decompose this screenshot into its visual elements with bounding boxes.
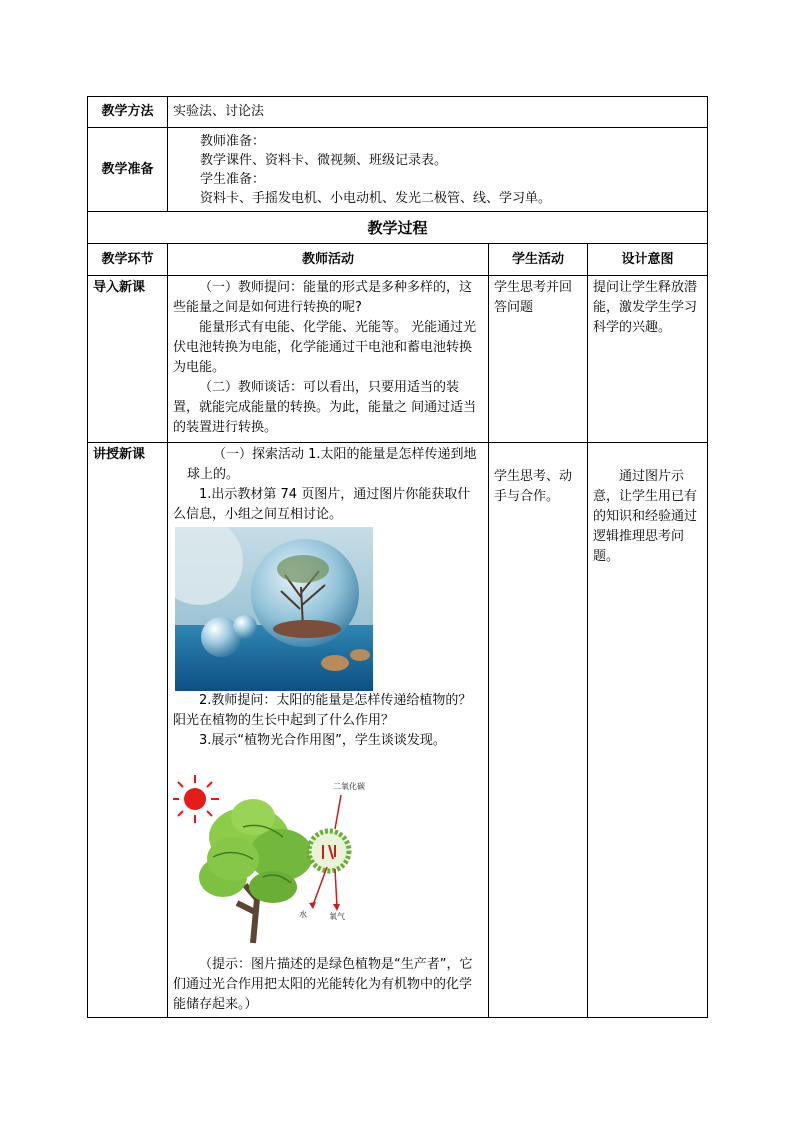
prep-line: 教师准备： — [200, 133, 266, 149]
photosynthesis-diagram — [173, 767, 369, 949]
header-student: 学生活动 — [489, 244, 588, 276]
method-row — [88, 97, 708, 128]
header-stage: 教学环节 — [88, 244, 168, 276]
tree-icon — [199, 799, 313, 943]
intro-para: （二）教师谈话：可以看出，只要用适当的装置，就能完成能量的转换。为此，能量之 间通过适当的装置进行转换。 — [173, 380, 477, 435]
intro-para: （一）教师提问：能量的形式是多种多样的，这些能量之间是如何进行转换的呢? — [173, 280, 473, 315]
co2-label: 二氧化碳 — [333, 782, 365, 791]
header-teacher: 教师活动 — [168, 244, 489, 276]
intro-para: 能量形式有电能、化学能、光能等。 光能通过光伏电池转换为电能，化学能通过干电池和蓄电池转换为电能。 — [173, 320, 477, 375]
teach-para: （提示：图片描述的是绿色植物是“生产者”，它们通过光合作用把太阳的光能转化为有机物中的化学能储存起来。） — [173, 957, 473, 1012]
intro-student: 学生思考并回答问题 — [489, 276, 588, 443]
teach-para: 2.教师提问：太阳的能量是怎样传递给植物的？阳光在植物的生长中起到了什么作用？ — [173, 693, 472, 728]
water-label: 水 — [299, 910, 307, 919]
teach-stage: 讲授新课 — [88, 443, 168, 1018]
intro-design: 提问让学生释放潜能，激发学生学习科学的兴趣。 — [588, 276, 708, 443]
teach-para: 3.展示“植物光合作用图”，学生谈谈发现。 — [199, 733, 446, 748]
intro-stage: 导入新课 — [88, 276, 168, 443]
prep-line: 资料卡、手摇发电机、小电动机、发光二极管、线、学习单。 — [200, 190, 552, 206]
teach-student: 学生思考、动手与合作。 — [489, 443, 588, 1018]
teach-design: 通过图片示意，让学生用已有的知识和经验通过逻辑推理思考问题。 — [588, 443, 708, 1018]
header-row — [88, 244, 708, 276]
prep-label: 教学准备 — [88, 128, 168, 212]
prep-line: 学生准备： — [200, 171, 266, 187]
sun-icon — [173, 775, 219, 823]
prep-content — [168, 128, 708, 212]
process-title: 教学过程 — [88, 212, 708, 244]
crystal-ball-photo — [175, 527, 373, 691]
header-design: 设计意图 — [588, 244, 708, 276]
oxygen-label: 氧气 — [329, 912, 345, 921]
teach-para: （一）探索活动 1.太阳的能量是怎样传递到地球上的。 — [187, 447, 477, 482]
intro-row — [88, 276, 708, 443]
intro-teacher — [168, 276, 489, 443]
process-title-row — [88, 212, 708, 244]
teach-teacher — [168, 443, 489, 1018]
teach-row — [88, 443, 708, 1018]
method-value: 实验法、讨论法 — [168, 97, 708, 128]
teach-para: 1.出示教材第 74 页图片，通过图片你能获取什么信息，小组之间互相讨论。 — [173, 487, 471, 522]
leaf-cell-icon — [309, 831, 349, 871]
prep-line: 教学课件、资料卡、微视频、班级记录表。 — [200, 152, 448, 168]
method-label: 教学方法 — [88, 97, 168, 128]
prep-row — [88, 128, 708, 212]
lesson-plan-table — [87, 96, 708, 1018]
